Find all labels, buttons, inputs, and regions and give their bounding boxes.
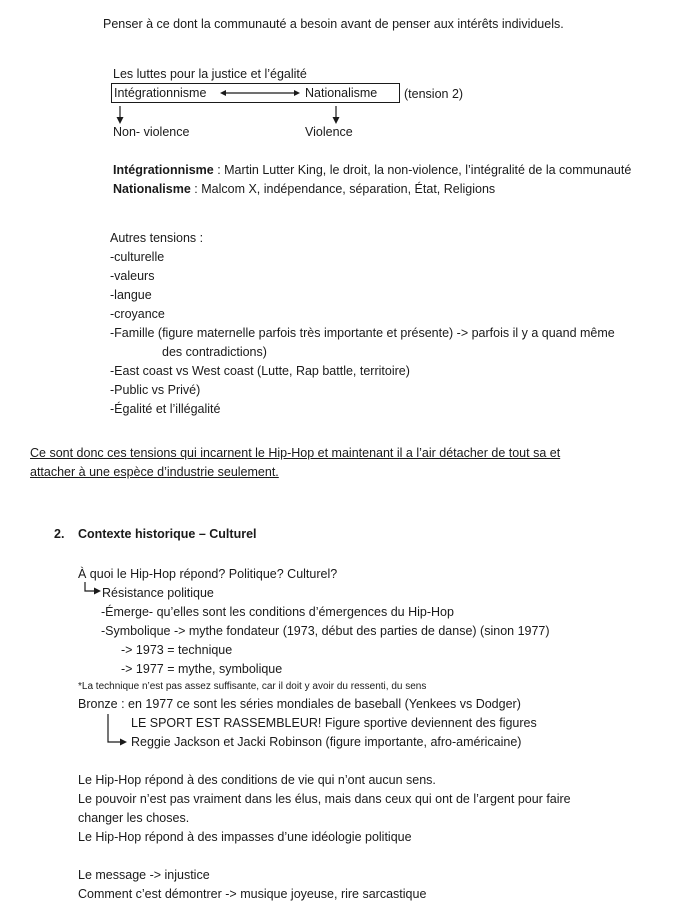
context-symbolique: -Symbolique -> mythe fondateur (1973, début des parties de danse) (sinon 1977) [101,624,550,638]
footnote: *La technique n’est pas assez suffisante, car il doit y avoir du ressenti, du sens [78,681,427,692]
diagram-heading: Les luttes pour la justice et l’égalité [113,67,307,81]
tension-item: -Famille (figure maternelle parfois très importante et présente) -> parfois il y a quand même [110,326,615,340]
paragraph-line: Le Hip-Hop répond à des impasses d’une idéologie politique [78,830,412,844]
diagram-right-label: Nationalisme [305,86,378,100]
context-emerge: -Émerge- qu’elles sont les conditions d’émergences du Hip-Hop [101,605,454,619]
definition-nationalisme [113,181,495,197]
conclusion-line: attacher à une espèce d’industrie seulement. [30,465,279,479]
paragraph-line: changer les choses. [78,811,190,825]
conclusion-line: Ce sont donc ces tensions qui incarnent le Hip-Hop et maintenant il a l’air détacher de tout sa et [30,446,561,460]
context-question: À quoi le Hip-Hop répond? Politique? Culturel? [78,567,338,581]
context-bronze: Bronze : en 1977 ce sont les séries mondiales de baseball (Yenkees vs Dodger) [78,697,521,711]
context-resistance: Résistance politique [102,586,214,600]
tension-item: -langue [110,288,152,302]
tension-item: -valeurs [110,269,155,283]
tension-item: -croyance [110,307,165,321]
context-1977: -> 1977 = mythe, symbolique [121,662,283,676]
section-title: Contexte historique – Culturel [78,527,257,541]
tensions-heading: Autres tensions : [110,231,204,245]
paragraph-line: Le pouvoir n’est pas vraiment dans les élus, mais dans ceux qui ont de l’argent pour faire [78,792,571,806]
definition-text: : Martin Lutter King, le droit, la non-violence, l’intégralité de la communauté [213,163,632,177]
down-arrow-icon [331,106,341,124]
diagram-left-below: Non- violence [113,125,190,139]
context-1973: -> 1973 = technique [121,643,233,657]
definition-integrationnisme [113,162,631,178]
tension-note: (tension 2) [404,87,464,101]
intro-line: Penser à ce dont la communauté a besoin avant de penser aux intérêts individuels. [103,17,564,31]
tension-item: -Égalité et l’illégalité [110,402,221,416]
message-line: Le message -> injustice [78,868,210,882]
diagram-left-label: Intégrationnisme [114,86,207,100]
double-arrow-icon [220,87,300,99]
message-line: Comment c’est démontrer -> musique joyeuse, rire sarcastique [78,887,427,901]
context-sport: LE SPORT EST RASSEMBLEUR! Figure sportive deviennent des figures [131,716,537,730]
corner-arrow-icon [80,582,102,596]
corner-arrow-icon [104,714,128,750]
tension-item-continued: des contradictions) [162,345,267,359]
definition-term: Nationalisme [113,182,191,196]
tension-item: -East coast vs West coast (Lutte, Rap battle, territoire) [110,364,410,378]
tension-item: -Public vs Privé) [110,383,201,397]
paragraph-line: Le Hip-Hop répond à des conditions de vie qui n’ont aucun sens. [78,773,436,787]
diagram-right-below: Violence [305,125,353,139]
definition-text: : Malcom X, indépendance, séparation, État, Religions [190,182,496,196]
context-reggie: Reggie Jackson et Jacki Robinson (figure importante, afro-américaine) [131,735,522,749]
down-arrow-icon [115,106,125,124]
section-number: 2. [54,527,65,541]
tension-item: -culturelle [110,250,165,264]
definition-term: Intégrationnisme [113,163,214,177]
